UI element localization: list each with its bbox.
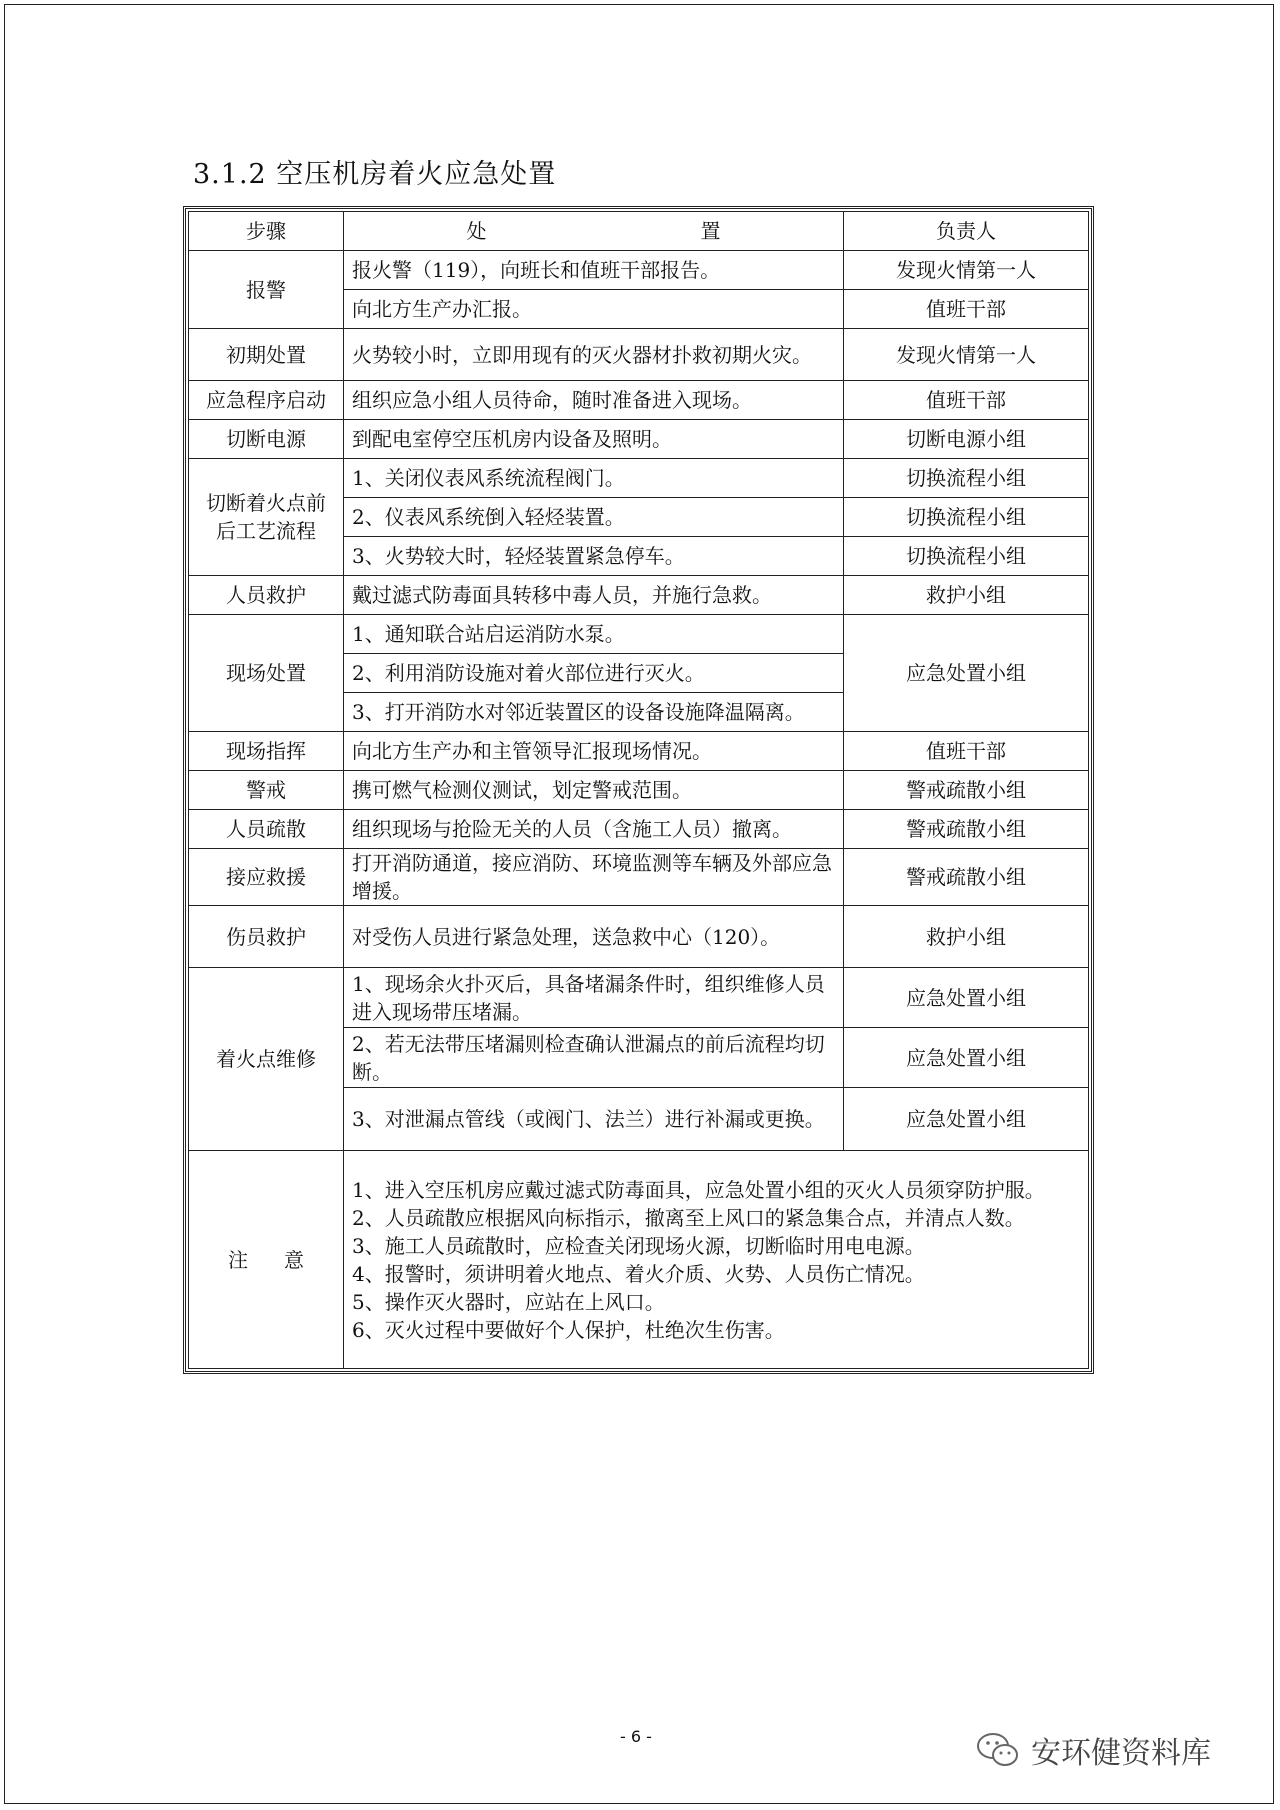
action-cell: 携可燃气检测仪测试，划定警戒范围。 xyxy=(344,771,844,810)
step-cell: 接应救援 xyxy=(189,849,344,906)
owner-cell: 值班干部 xyxy=(844,732,1089,771)
header-action: 处 置 xyxy=(344,212,844,251)
table-row xyxy=(189,732,1089,771)
page-number: - 6 - xyxy=(620,1727,652,1746)
owner-cell: 切断电源小组 xyxy=(844,420,1089,459)
owner-cell: 应急处置小组 xyxy=(844,1088,1089,1151)
owner-cell: 救护小组 xyxy=(844,906,1089,968)
step-cell: 初期处置 xyxy=(189,329,344,381)
step-cell: 警戒 xyxy=(189,771,344,810)
action-cell: 戴过滤式防毒面具转移中毒人员，并施行急救。 xyxy=(344,576,844,615)
table-row xyxy=(189,968,1089,1028)
action-cell: 2、利用消防设施对着火部位进行灭火。 xyxy=(344,654,844,693)
action-cell: 火势较小时，立即用现有的灭火器材扑救初期火灾。 xyxy=(344,329,844,381)
owner-cell: 发现火情第一人 xyxy=(844,329,1089,381)
owner-cell: 应急处置小组 xyxy=(844,1028,1089,1088)
owner-cell: 应急处置小组 xyxy=(844,615,1089,732)
emergency-table-wrapper xyxy=(183,206,1094,1374)
action-cell: 组织应急小组人员待命，随时准备进入现场。 xyxy=(344,381,844,420)
table-row xyxy=(189,906,1089,968)
action-cell: 2、仪表风系统倒入轻烃装置。 xyxy=(344,498,844,537)
emergency-response-table xyxy=(188,211,1089,1369)
owner-cell: 应急处置小组 xyxy=(844,968,1089,1028)
notes-row xyxy=(189,1151,1089,1369)
step-cell: 切断电源 xyxy=(189,420,344,459)
step-cell: 现场处置 xyxy=(189,615,344,732)
table-row xyxy=(189,459,1089,498)
watermark-text: 安环健资料库 xyxy=(1031,1736,1211,1771)
note-item: 4、报警时，须讲明着火地点、着火介质、火势、人员伤亡情况。 xyxy=(352,1261,925,1286)
note-item: 5、操作灭火器时，应站在上风口。 xyxy=(352,1289,665,1314)
note-item: 6、灭火过程中要做好个人保护，杜绝次生伤害。 xyxy=(352,1317,785,1342)
header-step: 步骤 xyxy=(189,212,344,251)
table-row xyxy=(189,849,1089,906)
owner-cell: 警戒疏散小组 xyxy=(844,771,1089,810)
action-cell: 组织现场与抢险无关的人员（含施工人员）撤离。 xyxy=(344,810,844,849)
notes-content xyxy=(344,1151,1089,1369)
owner-cell: 救护小组 xyxy=(844,576,1089,615)
notes-label: 注意 xyxy=(189,1151,344,1369)
action-cell: 3、对泄漏点管线（或阀门、法兰）进行补漏或更换。 xyxy=(344,1088,844,1151)
step-cell: 报警 xyxy=(189,251,344,329)
action-cell: 对受伤人员进行紧急处理，送急救中心（120）。 xyxy=(344,906,844,968)
table-row xyxy=(189,810,1089,849)
wechat-icon xyxy=(975,1730,1021,1770)
table-row xyxy=(189,251,1089,290)
owner-cell: 切换流程小组 xyxy=(844,459,1089,498)
action-cell: 向北方生产办汇报。 xyxy=(344,290,844,329)
table-row xyxy=(189,381,1089,420)
action-cell: 1、通知联合站启运消防水泵。 xyxy=(344,615,844,654)
step-cell: 切断着火点前后工艺流程 xyxy=(189,459,344,576)
table-row xyxy=(189,576,1089,615)
step-cell: 人员疏散 xyxy=(189,810,344,849)
action-cell: 向北方生产办和主管领导汇报现场情况。 xyxy=(344,732,844,771)
owner-cell: 值班干部 xyxy=(844,381,1089,420)
section-title: 3.1.2 空压机房着火应急处置 xyxy=(193,159,557,190)
step-cell: 着火点维修 xyxy=(189,968,344,1151)
step-cell: 现场指挥 xyxy=(189,732,344,771)
action-cell: 3、火势较大时，轻烃装置紧急停车。 xyxy=(344,537,844,576)
action-cell: 1、现场余火扑灭后，具备堵漏条件时，组织维修人员进入现场带压堵漏。 xyxy=(344,968,844,1028)
owner-cell: 切换流程小组 xyxy=(844,498,1089,537)
step-cell: 人员救护 xyxy=(189,576,344,615)
owner-cell: 切换流程小组 xyxy=(844,537,1089,576)
action-cell: 1、关闭仪表风系统流程阀门。 xyxy=(344,459,844,498)
note-item: 3、施工人员疏散时，应检查关闭现场火源，切断临时用电电源。 xyxy=(352,1233,925,1258)
owner-cell: 发现火情第一人 xyxy=(844,251,1089,290)
action-cell: 3、打开消防水对邻近装置区的设备设施降温隔离。 xyxy=(344,693,844,732)
table-header-row xyxy=(189,212,1089,251)
watermark xyxy=(975,1728,1211,1772)
action-cell: 打开消防通道，接应消防、环境监测等车辆及外部应急增援。 xyxy=(344,849,844,906)
action-cell: 报火警（119），向班长和值班干部报告。 xyxy=(344,251,844,290)
table-row xyxy=(189,329,1089,381)
action-cell: 到配电室停空压机房内设备及照明。 xyxy=(344,420,844,459)
action-cell: 2、若无法带压堵漏则检查确认泄漏点的前后流程均切断。 xyxy=(344,1028,844,1088)
note-item: 2、人员疏散应根据风向标指示，撤离至上风口的紧急集合点，并清点人数。 xyxy=(352,1205,1025,1230)
owner-cell: 警戒疏散小组 xyxy=(844,810,1089,849)
step-cell: 应急程序启动 xyxy=(189,381,344,420)
owner-cell: 警戒疏散小组 xyxy=(844,849,1089,906)
table-row xyxy=(189,420,1089,459)
table-row xyxy=(189,615,1089,654)
step-cell: 伤员救护 xyxy=(189,906,344,968)
note-item: 1、进入空压机房应戴过滤式防毒面具，应急处置小组的灭火人员须穿防护服。 xyxy=(352,1177,1045,1202)
table-row xyxy=(189,771,1089,810)
header-owner: 负责人 xyxy=(844,212,1089,251)
owner-cell: 值班干部 xyxy=(844,290,1089,329)
